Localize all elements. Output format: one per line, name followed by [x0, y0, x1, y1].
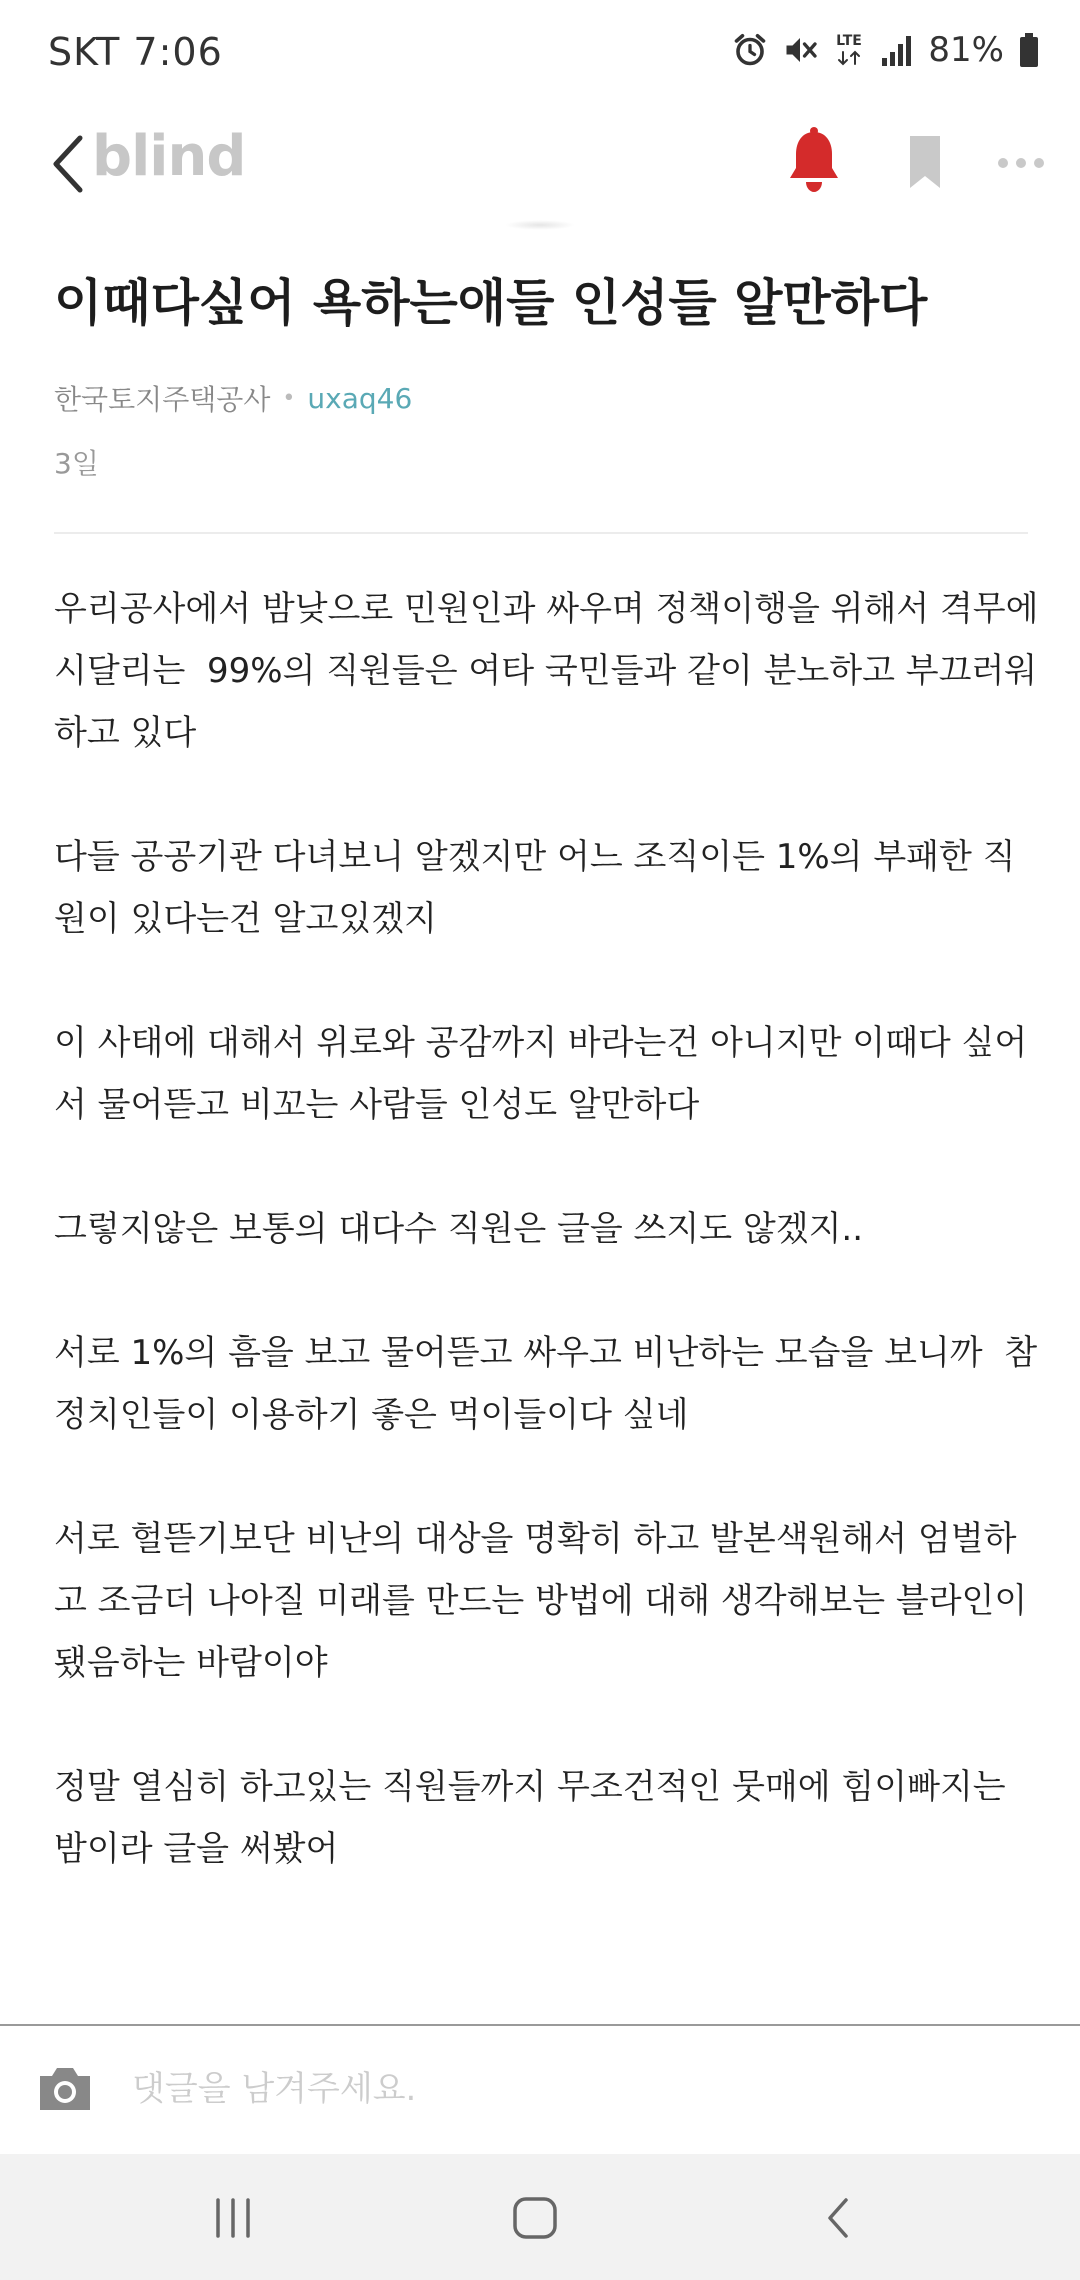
bookmark-icon[interactable]	[900, 132, 950, 192]
alarm-icon	[732, 32, 768, 68]
post-paragraph: 우리공사에서 밤낮으로 민원인과 싸우며 정책이행을 위해서 격무에 시달리는 99%의 직원들은 여타 국민들과 같이 분노하고 부끄러워하고 있다	[54, 589, 1050, 753]
post-paragraph: 이 사태에 대해서 위로와 공감까지 바라는건 아니지만 이때다 싶어서 물어뜯고 비꼬는 사람들 인성도 알만하다	[54, 1023, 1028, 1125]
author-company[interactable]: 한국토지주택공사	[54, 383, 271, 416]
clock: 7:06	[133, 30, 223, 74]
brand-logo: blind	[92, 124, 246, 189]
divider	[54, 532, 1028, 534]
battery-icon	[1018, 32, 1040, 68]
post-time: 3일	[54, 447, 99, 480]
post-paragraph: 서로 1%의 흠을 보고 물어뜯고 싸우고 비난하는 모습을 보니까 참 정치인들이 이용하기 좋은 먹이들이다 싶네	[54, 1333, 1048, 1435]
battery-label: 81%	[928, 30, 1004, 70]
status-left	[48, 30, 223, 74]
post-paragraph: 그렇지않은 보통의 대다수 직원은 글을 쓰지도 않겠지..	[54, 1209, 864, 1249]
author-nickname[interactable]: uxaq46	[307, 381, 413, 415]
post-body	[54, 578, 1050, 1942]
bell-icon[interactable]	[782, 126, 846, 198]
status-bar	[0, 0, 1080, 110]
back-icon[interactable]	[818, 2194, 858, 2242]
mute-icon	[782, 32, 818, 68]
system-nav-bar	[0, 2154, 1080, 2280]
recents-icon[interactable]	[208, 2196, 258, 2240]
post-paragraph: 서로 헐뜯기보단 비난의 대상을 명확히 하고 발본색원해서 엄벌하고 조금더 나아질 미래를 만드는 방법에 대해 생각해보는 블라인이 됐음하는 바람이야	[54, 1519, 1039, 1683]
signal-icon	[880, 32, 914, 68]
carrier-label: SKT	[48, 30, 121, 74]
scroll-shadow	[505, 220, 575, 230]
post-paragraph: 다들 공공기관 다녀보니 알겠지만 어느 조직이든 1%의 부패한 직원이 있다는건 알고있겠지	[54, 837, 1016, 939]
status-right	[732, 30, 1040, 70]
lte-icon	[832, 30, 866, 70]
post-paragraph: 정말 열심히 하고있는 직원들까지 무조건적인 뭇매에 힘이빠지는 밤이라 글을 써봤어	[54, 1767, 1017, 1869]
more-icon[interactable]	[996, 138, 1046, 188]
post-title: 이때다싶어 욕하는애들 인성들 알만하다	[54, 274, 928, 332]
meta-separator: •	[282, 385, 296, 411]
home-icon[interactable]	[510, 2194, 560, 2242]
camera-icon[interactable]	[36, 2064, 94, 2114]
comment-input[interactable]	[130, 2050, 1034, 2128]
lte-label: LTE	[836, 33, 863, 49]
comment-bar	[0, 2024, 1080, 2154]
post-meta	[54, 378, 412, 418]
